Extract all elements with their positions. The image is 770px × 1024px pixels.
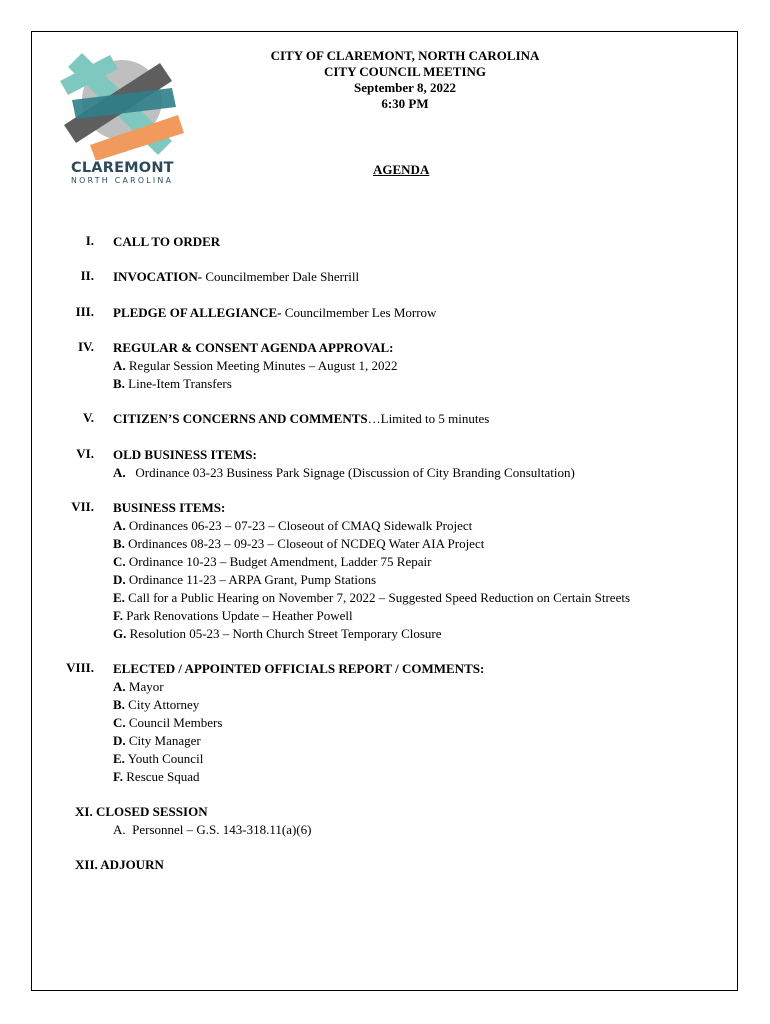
item-title: XI. CLOSED SESSION <box>75 804 208 819</box>
item-detail: Councilmember Dale Sherrill <box>202 269 360 284</box>
sub-item <box>113 553 431 571</box>
item-number: VI. <box>76 446 94 461</box>
sub-item <box>113 357 398 375</box>
item-title: OLD BUSINESS ITEMS: <box>113 447 257 462</box>
sub-item <box>113 589 630 607</box>
sub-item-text: Ordinance 11-23 – ARPA Grant, Pump Stations <box>125 572 377 587</box>
logo-wordmark: CLAREMONT <box>71 160 174 176</box>
agenda-title: AGENDA <box>373 162 430 177</box>
sub-item-text: City Attorney <box>124 697 200 712</box>
claremont-logo-mark-icon <box>60 45 185 160</box>
agenda-item <box>113 304 436 322</box>
item-title: CITIZEN’S CONCERNS AND COMMENTS <box>113 411 368 426</box>
logo-subtitle: NORTH CAROLINA <box>71 176 174 185</box>
sub-item <box>113 732 201 750</box>
sub-item-text: Call for a Public Hearing on November 7, 2022 – Suggested Speed Reduction on Certain Streets <box>124 590 631 605</box>
item-number: VIII. <box>66 660 94 675</box>
sub-item-letter: B. <box>113 697 125 712</box>
sub-item-letter: A. <box>113 679 126 694</box>
sub-item-text: City Manager <box>125 733 201 748</box>
sub-item <box>113 517 472 535</box>
item-title: BUSINESS ITEMS: <box>113 500 226 515</box>
sub-item-text: Resolution 05-23 – North Church Street Temporary Closure <box>126 626 442 641</box>
sub-item-text: Ordinance 03-23 Business Park Signage (Discussion of City Branding Consultation) <box>125 465 575 480</box>
sub-item-text: Park Renovations Update – Heather Powell <box>123 608 353 623</box>
header-time: 6:30 PM <box>381 96 429 111</box>
item-title: INVOCATION- <box>113 269 203 284</box>
item-detail: Councilmember Les Morrow <box>281 305 437 320</box>
sub-item-text: Youth Council <box>124 751 204 766</box>
sub-item-letter: F. <box>113 769 123 784</box>
header-city: CITY OF CLAREMONT, NORTH CAROLINA <box>270 48 540 63</box>
sub-item-text: Ordinance 10-23 – Budget Amendment, Ladder 75 Repair <box>125 554 432 569</box>
sub-item <box>113 625 442 643</box>
sub-item-text: Rescue Squad <box>123 769 200 784</box>
item-number: III. <box>75 304 94 319</box>
header-date: September 8, 2022 <box>354 80 456 95</box>
sub-item-letter: A. <box>113 465 126 480</box>
sub-item <box>113 571 376 589</box>
sub-item <box>113 696 199 714</box>
item-number: II. <box>80 268 94 283</box>
sub-item-text: Ordinances 06-23 – 07-23 – Closeout of CMAQ Sidewalk Project <box>125 518 473 533</box>
sub-item-letter: D. <box>113 733 126 748</box>
item-number: IV. <box>77 339 94 354</box>
sub-item <box>113 607 353 625</box>
sub-item-letter: A. <box>113 518 126 533</box>
sub-item-text: Line-Item Transfers <box>124 376 232 391</box>
agenda-item <box>113 410 489 428</box>
item-title: PLEDGE OF ALLEGIANCE- <box>113 305 282 320</box>
sub-item <box>113 714 222 732</box>
item-title: XII. ADJOURN <box>75 857 164 872</box>
sub-item <box>113 464 575 482</box>
sub-item-letter: G. <box>113 626 127 641</box>
sub-item <box>113 678 164 696</box>
sub-item-text: Ordinances 08-23 – 09-23 – Closeout of NCDEQ Water AIA Project <box>124 536 485 551</box>
item-title: ELECTED / APPOINTED OFFICIALS REPORT / COMMENTS: <box>113 661 485 676</box>
item-number: V. <box>83 410 94 425</box>
sub-item <box>113 375 232 393</box>
sub-item <box>113 750 203 768</box>
item-title: CALL TO ORDER <box>113 234 221 249</box>
agenda-item <box>113 268 359 286</box>
sub-item-text: Mayor <box>125 679 164 694</box>
sub-item-letter: C. <box>113 715 126 730</box>
sub-item-text: Regular Session Meeting Minutes – August 1, 2022 <box>125 358 398 373</box>
sub-item-letter: E. <box>113 751 125 766</box>
item-number: VII. <box>71 499 94 514</box>
sub-item <box>113 768 200 786</box>
item-detail: …Limited to 5 minutes <box>367 411 490 426</box>
sub-item-letter: F. <box>113 608 123 623</box>
sub-item-letter: C. <box>113 554 126 569</box>
sub-item-letter: B. <box>113 536 125 551</box>
sub-item <box>113 535 484 553</box>
sub-item-letter: D. <box>113 572 126 587</box>
header-meeting: CITY COUNCIL MEETING <box>323 64 487 79</box>
sub-item-text: A. Personnel – G.S. 143-318.11(a)(6) <box>113 822 312 837</box>
item-number: I. <box>85 233 94 248</box>
sub-item-text: Council Members <box>125 715 223 730</box>
sub-item-letter: B. <box>113 376 125 391</box>
sub-item-letter: E. <box>113 590 125 605</box>
sub-item-letter: A. <box>113 358 126 373</box>
item-title: REGULAR & CONSENT AGENDA APPROVAL: <box>113 340 394 355</box>
